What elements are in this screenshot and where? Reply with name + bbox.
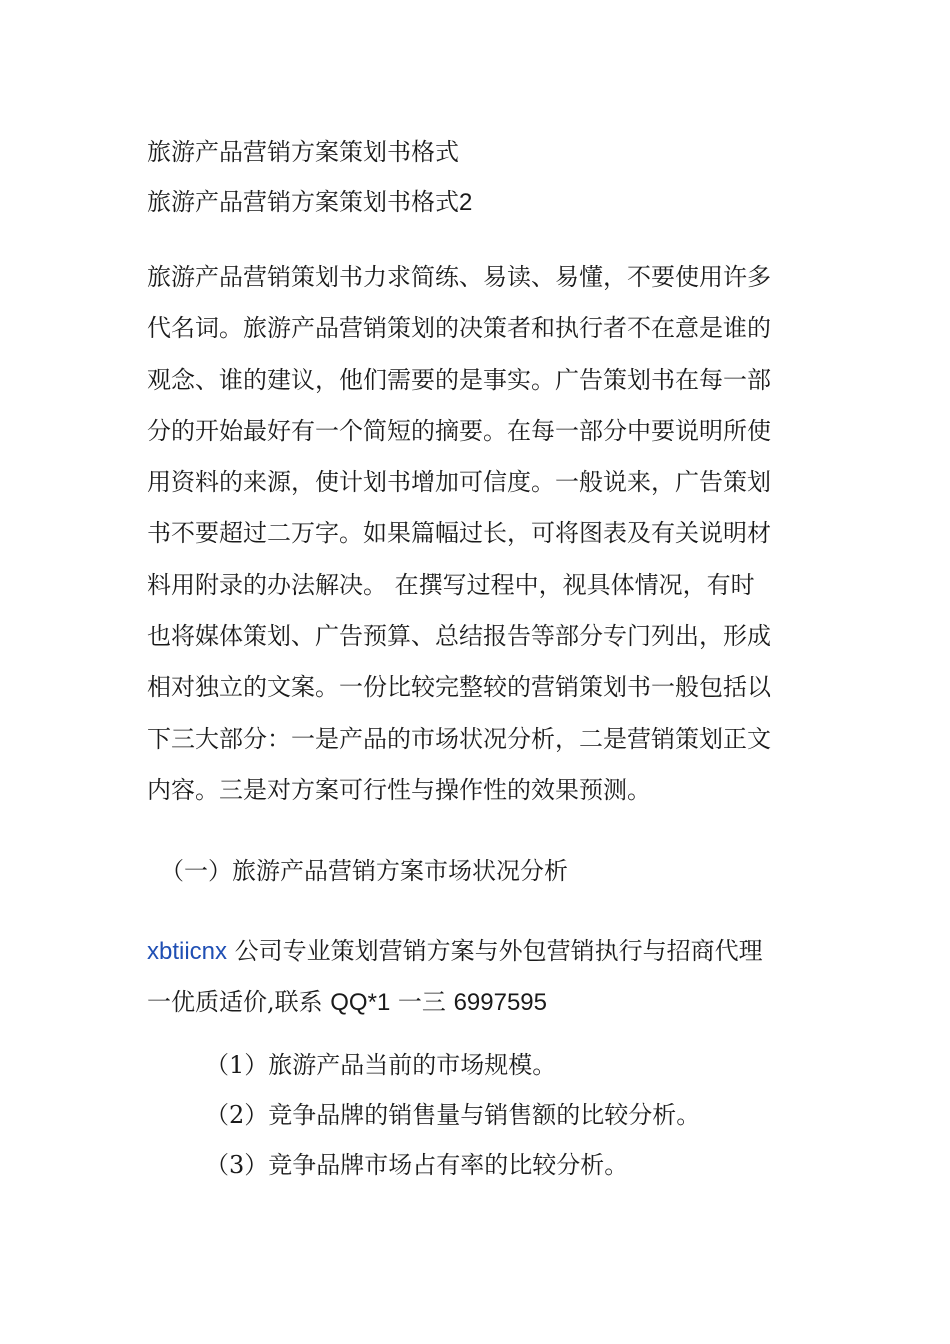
list-item: （3）竞争品牌市场占有率的比较分析。 [205,1151,629,1179]
body-line: 相对独立的文案。一份比较完整较的营销策划书一般包括以 [147,673,771,702]
document-title: 旅游产品营销方案策划书格式 [147,138,459,166]
promo-line-2 [147,977,827,1028]
body-line: 分的开始最好有一个简短的摘要。在每一部分中要说明所使 [147,416,771,445]
company-link[interactable]: xbtiicnx [147,938,228,965]
body-line: 书不要超过二万字。如果篇幅过长，可将图表及有关说明材 [147,519,771,548]
promo-text: 一优质适价,联系 [147,988,331,1016]
promo-block [147,926,827,1028]
body-line: 旅游产品营销策划书力求简练、易读、易懂，不要使用许多 [147,263,771,291]
subtitle-text: 旅游产品营销方案策划书格式 [147,188,459,216]
section-heading: （一）旅游产品营销方案市场状况分析 [160,857,568,885]
contact-qq: QQ*1 [330,989,391,1016]
document-subtitle [147,184,472,221]
analysis-list [205,1040,700,1190]
body-line: 也将媒体策划、广告预算、总结报告等部分专门列出，形成 [147,622,771,651]
promo-line-1 [147,926,827,977]
promo-text: 一三 [390,988,454,1016]
promo-text: 公司专业策划营销方案与外包营销执行与招商代理 [227,937,763,965]
body-line: 观念、谁的建议，他们需要的是事实。广告策划书在每一部 [147,365,771,394]
subtitle-number: 2 [459,189,473,216]
list-item: （1）旅游产品当前的市场规模。 [205,1051,557,1079]
list-item: （2）竞争品牌的销售量与销售额的比较分析。 [205,1101,701,1129]
body-line: 内容。三是对方案可行性与操作性的效果预测。 [147,775,651,804]
body-line: 下三大部分：一是产品的市场状况分析，二是营销策划正文 [147,724,771,753]
body-line: 用资料的来源，使计划书增加可信度。一般说来，广告策划 [147,468,771,497]
contact-number: 6997595 [453,989,547,1016]
body-line: 料用附录的办法解决。 在撰写过程中，视具体情况，有时 [147,570,755,599]
body-paragraph [147,252,819,816]
body-line: 代名词。旅游产品营销策划的决策者和执行者不在意是谁的 [147,314,771,343]
